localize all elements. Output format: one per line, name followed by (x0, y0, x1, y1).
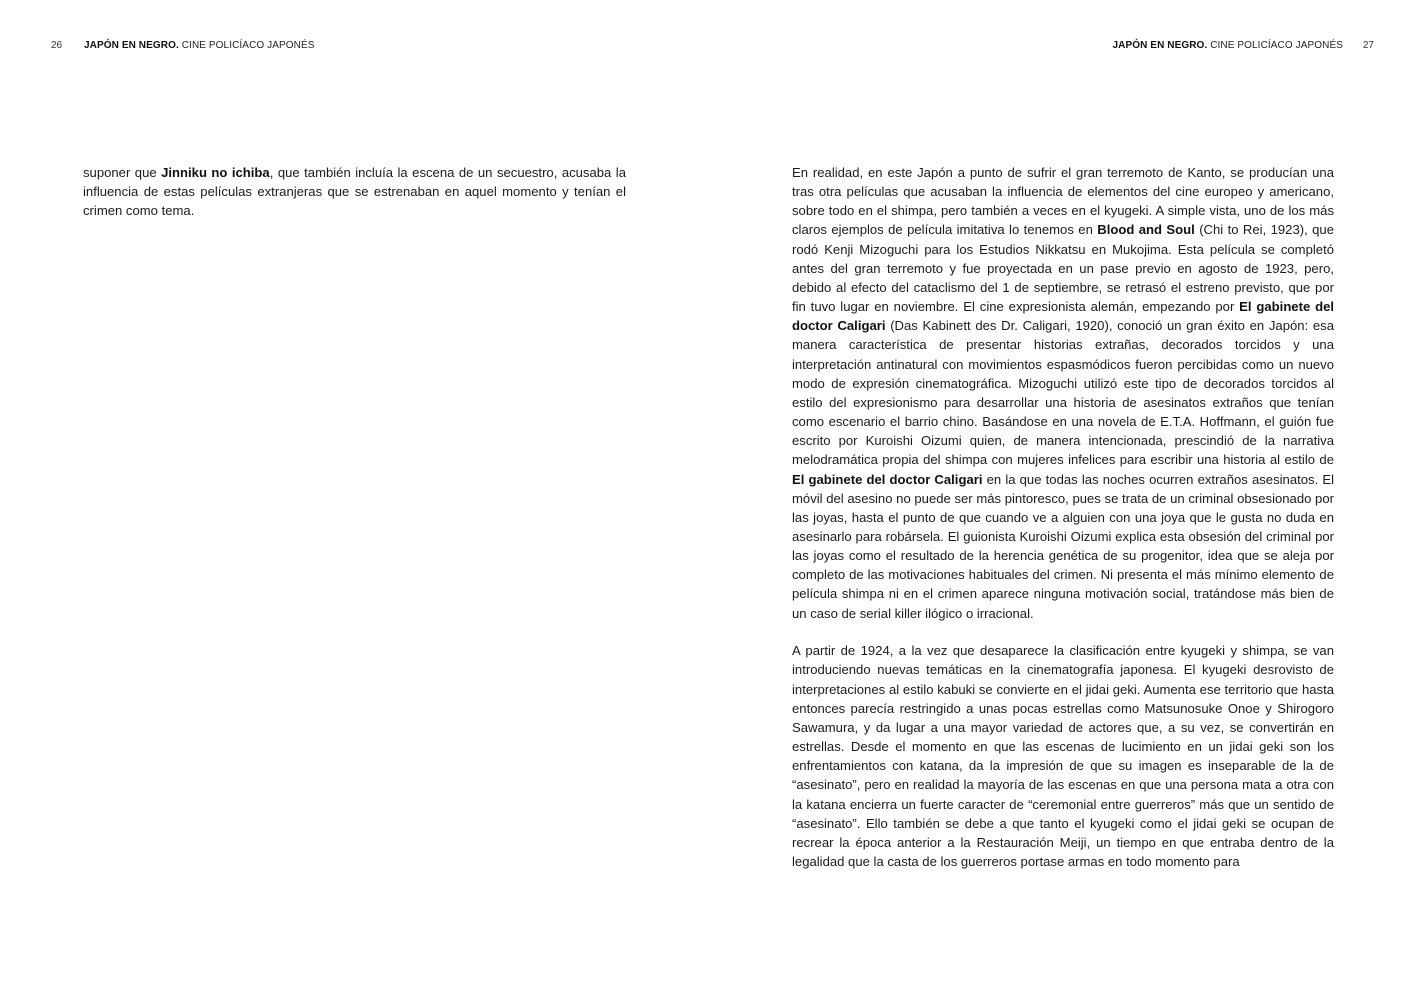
body-text (792, 163, 1334, 890)
paragraph (792, 163, 1334, 623)
body-text (83, 163, 626, 239)
text-run: en la que todas las noches ocurren extraños asesinatos. El móvil del asesino no puede ser más pintoresco, pues se trata de un criminal obsesionado por las joyas, hasta el punto de que cuando ve a alguien con una joya que le gusta no duda en asesinarlo para robársela. El guionista Kuroishi Oizumi explica esta obsesión del criminal por las joyas como el resultado de la herencia genética de su progenitor, idea que se aleja por completo de las motivaciones habituales del crimen. Ni presenta el más mínimo elemento de película shimpa ni en el crimen aparece ninguna motivación social, tratándose más bien de un caso de serial killer ilógico o irracional. (792, 471, 1334, 621)
text-run: En realidad, en este Japón a punto de sufrir el gran terremoto de Kanto, se producían una tras otra películas que acusaban la influencia de elementos del cine europeo y americano, sobre todo en el shimpa, pero también a veces en el kyugeki. A simple vista, uno de los más claros ejemplos de película imitativa lo tenemos en (792, 165, 1334, 238)
film-title: El gabinete del doctor Caligari (792, 471, 983, 487)
film-title: El gabinete del doctor Caligari (792, 299, 1335, 334)
text-run: A partir de 1924, a la vez que desaparece la clasificación entre kyugeki y shimpa, se van introduciendo nuevas temáticas en la cinematografía japonesa. El kyugeki desrovisto de interpretaciones al estilo kabuki se convierte en el jidai geki. Aumenta ese territorio que hasta entonces parecía restringido a unas pocas estrellas como Matsunosuke Onoe y Shirogoro Sawamura, y da lugar a una mayor variedad de actores que, a su vez, se convertirán en estrellas. Desde el momento en que las escenas de lucimiento en un jidai geki son los enfrentamientos con katana, da la impresión de que su imagen es inseparable de la de “asesinato”, pero en realidad la mayoría de las escenas en que una persona mata a otra con la katana encierra un fuerte caracter de “ceremonial entre guerreros” más que un sentido de “asesinato”. Ello también se debe a que tanto el kyugeki como el jidai geki se ocupan de recrear la época anterior a la Restauración Meiji, un tiempo en que entraba dentro de la legalidad que la casta de los guerreros portase armas en todo momento para (792, 643, 1334, 869)
film-title: Blood and Soul (1097, 222, 1195, 238)
text-run: suponer que (83, 165, 162, 180)
paragraph (83, 163, 626, 220)
running-head (84, 40, 315, 52)
running-head-title: JAPÓN EN NEGRO. (1112, 40, 1208, 51)
text-run: (Das Kabinett des Dr. Caligari, 1920), conoció un gran éxito en Japón: esa manera característica de presentar historias extrañas, decorados torcidos y una interpretación antinatural con movimientos espasmódicos fueron percibidas como un nuevo modo de expresión cinematográfica. Mizoguchi utilizó este tipo de decorados torcidos al estilo del expresionismo para desarrollar una historia de asesinatos extraños que tenían como escenario el barrio chino. Basándose en una novela de E.T.A. Hoffmann, el guión fue escrito por Kuroishi Oizumi quien, de manera intencionada, prescindió de la narrativa melodramática propia del shimpa con mujeres infelices para escribir una historia al estilo de (792, 318, 1335, 468)
text-run: (Chi to Rei, 1923), que rodó Kenji Mizoguchi para los Estudios Nikkatsu en Mukojima. Esta película se completó antes del gran terremoto y fue proyectada en un pase previo en agosto de 1923, pero, debido al efecto del cataclismo del 1 de septiembre, se retrasó el estreno previsto, que por fin tuvo lugar en noviembre. El cine expresionista alemán, empezando por (792, 222, 1334, 315)
running-head (1112, 40, 1343, 52)
paragraph (792, 641, 1334, 871)
left-page (0, 0, 708, 1000)
text-run: , que también incluía la escena de un secuestro, acusaba la influencia de estas películas extranjeras que se estrenaban en aquel momento y tenían el crimen como tema. (83, 165, 626, 219)
running-head-title: JAPÓN EN NEGRO. (84, 40, 179, 51)
page-number: 26 (51, 40, 63, 51)
page-number: 27 (1362, 40, 1374, 51)
running-head-subtitle: CINE POLICÍACO JAPONÉS (1207, 40, 1343, 51)
running-head-subtitle: CINE POLICÍACO JAPONÉS (178, 40, 315, 51)
right-page (709, 0, 1417, 1000)
film-title: Jinniku no ichiba (161, 165, 270, 180)
